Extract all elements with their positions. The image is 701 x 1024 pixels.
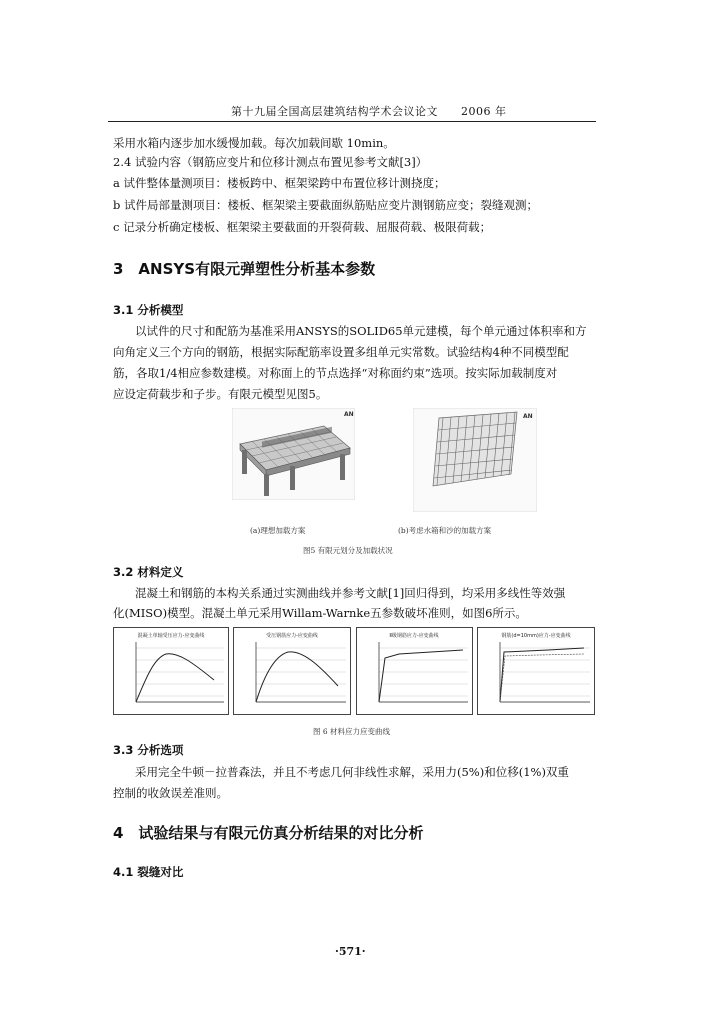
section-4-1-title: 4.1 裂缝对比 [113, 865, 184, 879]
figure-5b-fe-model [413, 408, 537, 512]
paragraph-line: 控制的收敛误差准则。 [113, 786, 228, 800]
section-3-3-title: 3.3 分析选项 [113, 743, 184, 757]
paragraph-line: 筋，各取1/4相应参数建模。对称面上的节点选择“对称面约束”选项。按实际加载制度对 [113, 366, 558, 380]
page-number: ·571· [335, 945, 366, 958]
figure-5-caption: 图5 有限元划分及加载状况 [303, 546, 393, 555]
figure-6-caption: 图 6 材料应力应变曲线 [313, 727, 391, 736]
chart-title: 混凝土单轴受压应力-应变曲线 [137, 633, 205, 639]
intro-line: 采用水箱内逐步加水缓慢加载。每次加载间歇 10min。 [113, 136, 395, 150]
chart-title: 钢筋(d=10mm)应力-应变曲线 [501, 633, 571, 639]
figure-5b-caption: (b)考虑水箱和沙的加载方案 [398, 526, 492, 535]
list-item: a 试件整体量测项目：楼板跨中、框架梁跨中布置位移计测挠度； [113, 176, 446, 190]
paragraph-line: 混凝土和钢筋的本构关系通过实测曲线并参考文献[1]回归得到，均采用多线性等效强 [135, 586, 566, 600]
stress-strain-chart-2 [233, 627, 351, 715]
header-rule [108, 121, 596, 122]
stress-strain-chart-3 [356, 627, 473, 715]
section-3-2-title: 3.2 材料定义 [113, 565, 184, 579]
section-3-1-title: 3.1 分析模型 [113, 303, 184, 317]
paragraph-line: 以试件的尺寸和配筋为基准采用ANSYS的SOLID65单元建模，每个单元通过体积率和方 [135, 324, 587, 338]
figure-5a-caption: (a)理想加载方案 [250, 526, 306, 535]
list-item: b 试件局部量测项目：楼板、框架梁主要截面纵筋贴应变片测钢筋应变；裂缝观测； [113, 198, 539, 212]
paragraph-line: 向角定义三个方向的钢筋，根据实际配筋率设置多组单元实常数。试验结构4种不同模型配 [113, 345, 569, 359]
list-item: c 记录分析确定楼板、框架梁主要截面的开裂荷载、屈服荷载、极限荷载； [113, 220, 492, 234]
fig-b-label: AN [523, 413, 533, 420]
fig-a-label: AN [344, 411, 354, 418]
section-4-title: 4 试验结果与有限元仿真分析结果的对比分析 [113, 824, 424, 842]
figure-5a-fe-model [232, 408, 355, 500]
paragraph-line: 化(MISO)模型。混凝土单元采用Willam-Warnke五参数破坏准则，如图6所示。 [113, 606, 527, 620]
section-2-4-title: 2.4 试验内容（钢筋应变片和位移计测点布置见参考文献[3]） [113, 155, 428, 169]
chart-title: Ⅱ级钢筋应力-应变曲线 [389, 633, 439, 639]
stress-strain-chart-1 [113, 627, 229, 715]
chart-title: 受压钢筋应力-应变曲线 [266, 633, 318, 639]
section-3-title: 3 ANSYS有限元弹塑性分析基本参数 [113, 260, 376, 278]
running-header: 第十九届全国高层建筑结构学术会议论文 2006 年 [231, 105, 507, 118]
stress-strain-chart-4 [477, 627, 595, 715]
paragraph-line: 应设定荷载步和子步。有限元模型见图5。 [113, 387, 328, 401]
paragraph-line: 采用完全牛顿－拉普森法，并且不考虑几何非线性求解，采用力(5%)和位移(1%)双重 [135, 765, 569, 779]
